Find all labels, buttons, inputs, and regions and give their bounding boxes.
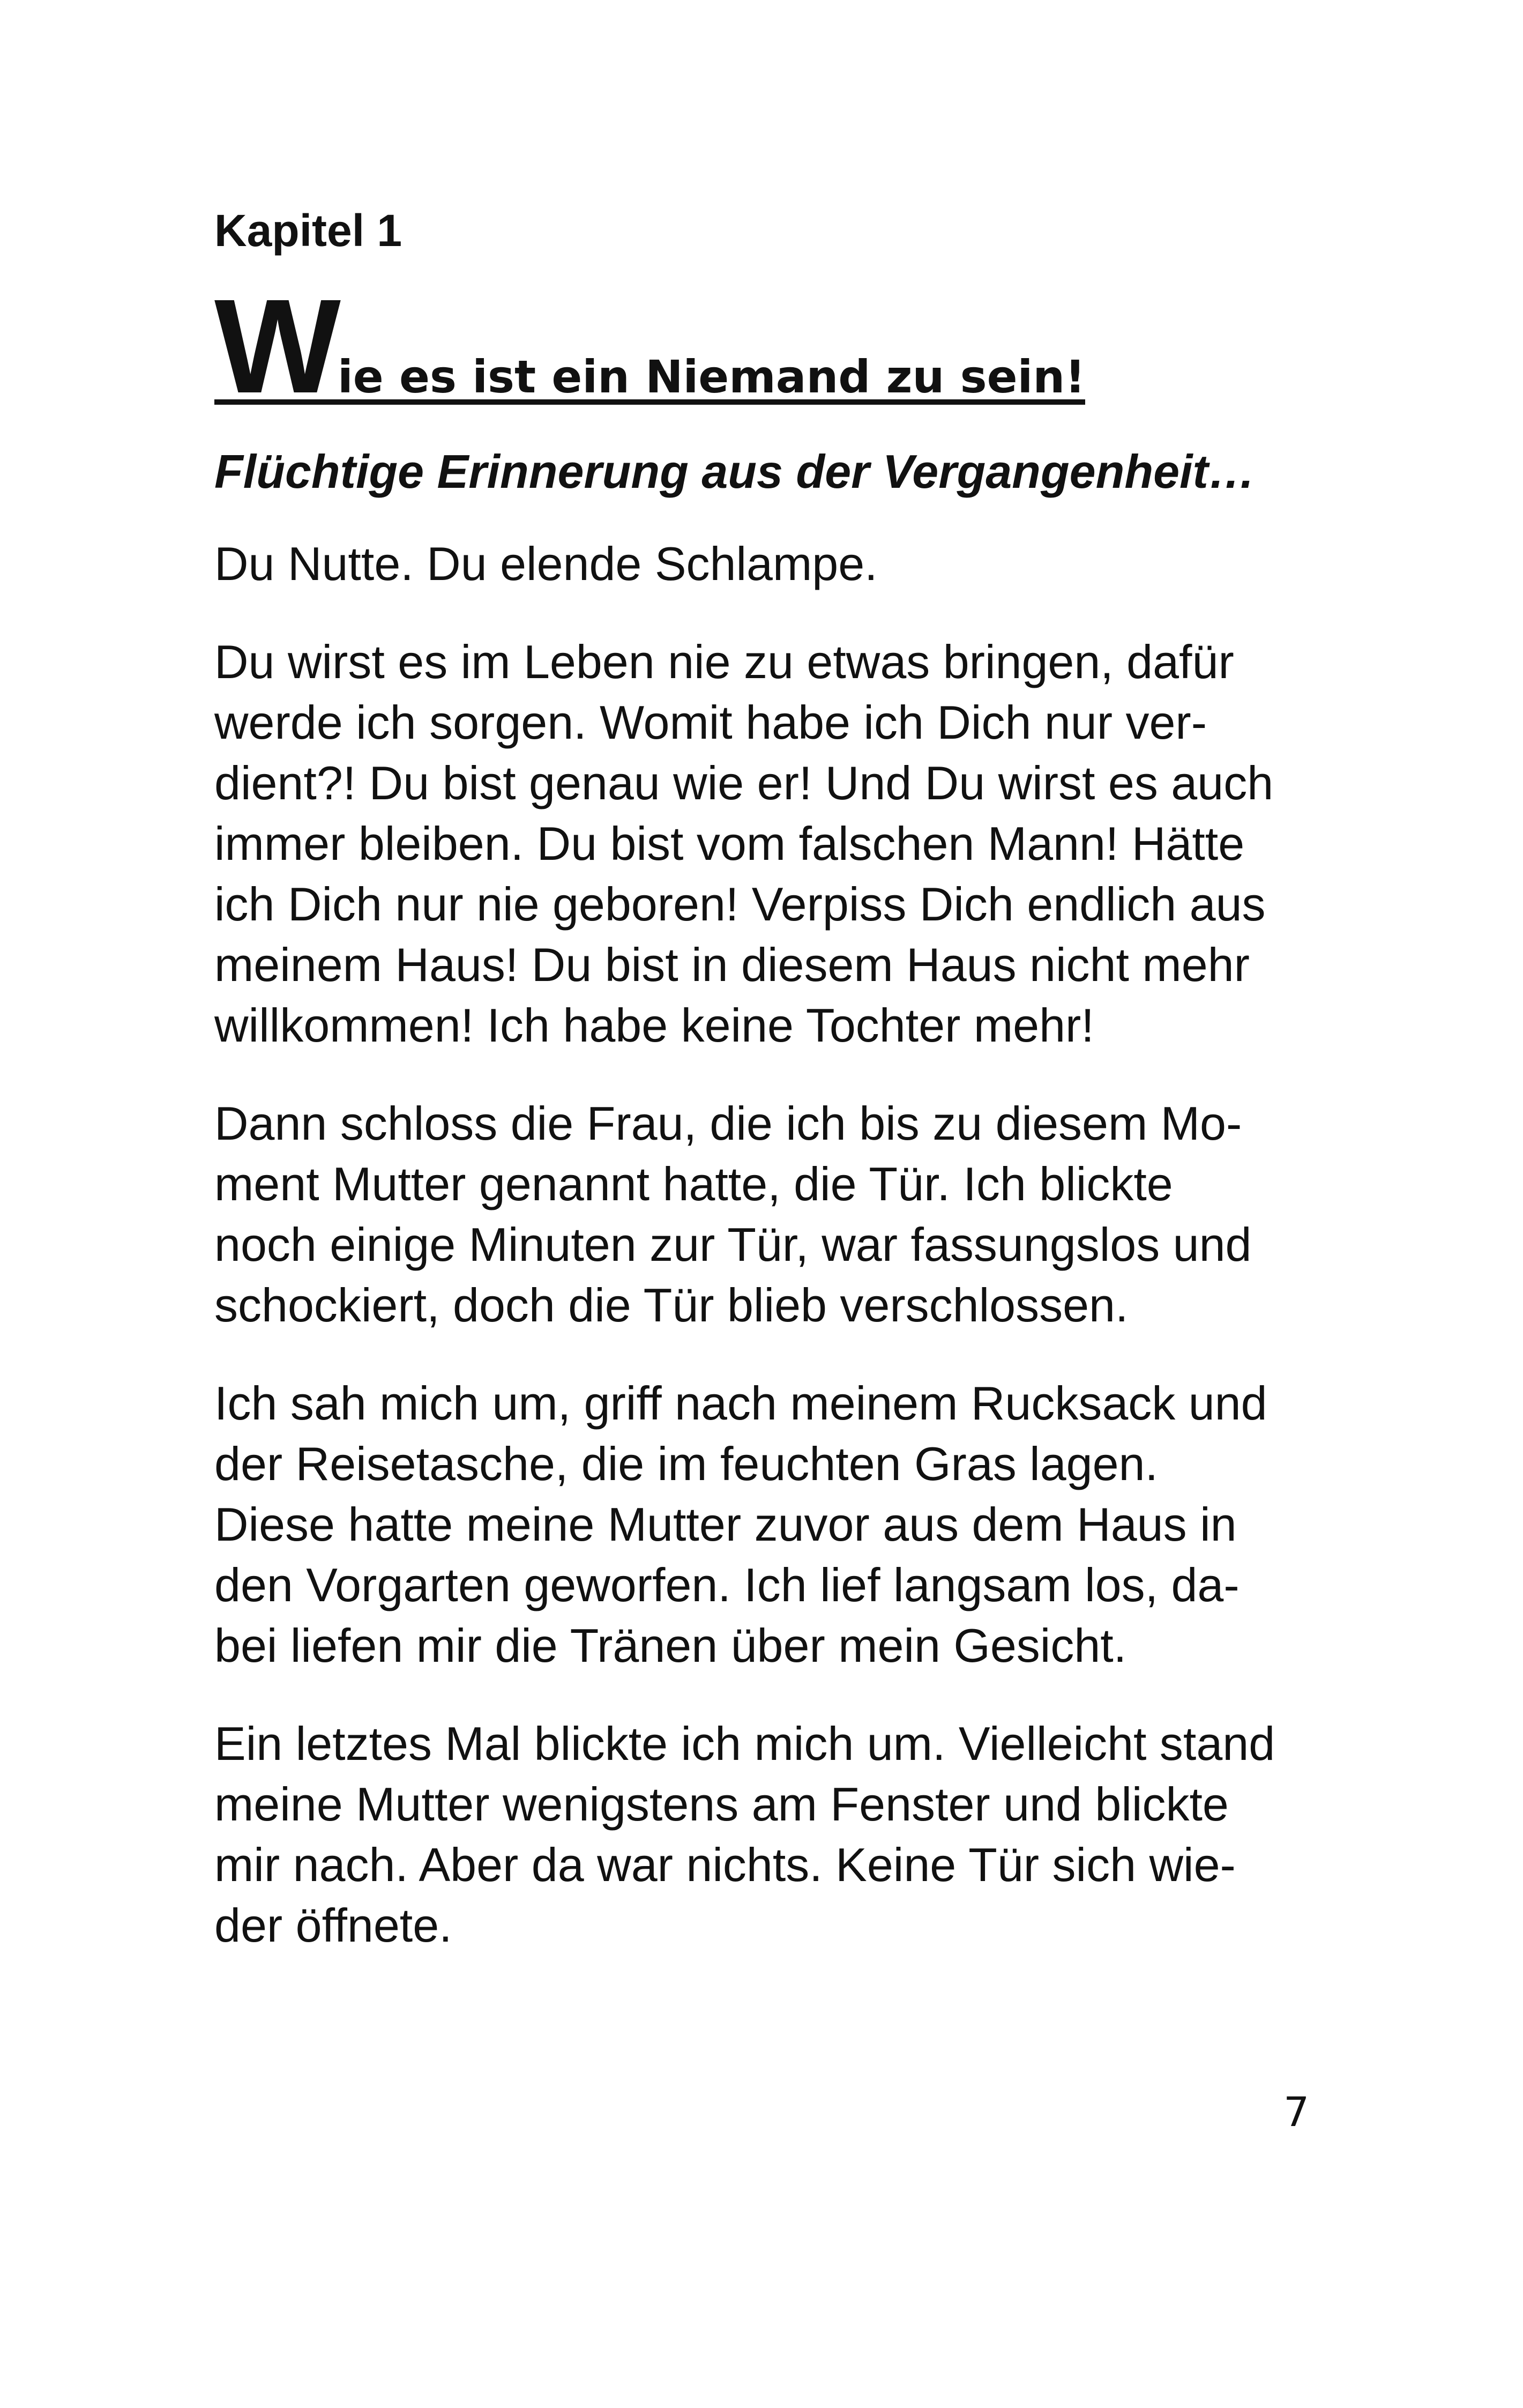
text-line: ment Mutter genannt hatte, die Tür. Ich blickte [214,1157,1173,1210]
text-line: Diese hatte meine Mutter zuvor aus dem Haus in [214,1497,1237,1551]
text-line: Du wirst es im Leben nie zu etwas bringen, dafür [214,635,1234,688]
text-line: dient?! Du bist genau wie er! Und Du wirst es auch [214,756,1274,809]
text-line: mir nach. Aber da war nichts. Keine Tür sich wie- [214,1838,1236,1891]
text-line: bei liefen mir die Tränen über mein Gesicht. [214,1618,1127,1672]
text-line: Dann schloss die Frau, die ich bis zu diesem Mo- [214,1096,1242,1150]
text-line: Ich sah mich um, griff nach meinem Rucksack und [214,1376,1267,1430]
text-line: ich Dich nur nie geboren! Verpiss Dich endlich aus [214,877,1266,931]
text-line: werde ich sorgen. Womit habe ich Dich nur ver- [214,695,1207,749]
paragraph [214,533,1329,594]
text-line: Du Nutte. Du elende Schlampe. [214,537,878,590]
text-line: der Reisetasche, die im feuchten Gras lagen. [214,1437,1158,1490]
title-drop-cap: W [214,271,338,421]
page-number: 7 [1283,2088,1310,2136]
title-text: ie es ist ein Niemand zu sein! [337,350,1086,403]
book-page [214,204,1329,1993]
paragraph [214,1373,1329,1676]
text-line: immer bleiben. Du bist vom falschen Mann! Hätte [214,816,1245,870]
text-line: Ein letztes Mal blickte ich mich um. Vielleicht stand [214,1716,1275,1770]
chapter-label: Kapitel 1 [214,205,402,256]
text-line: meine Mutter wenigstens am Fenster und blickte [214,1777,1229,1831]
chapter-title [214,271,1086,421]
text-line: willkommen! Ich habe keine Tochter mehr! [214,998,1094,1052]
paragraph [214,1093,1329,1335]
text-line: noch einige Minuten zur Tür, war fassungslos und [214,1217,1252,1271]
section-subtitle: Flüchtige Erinnerung aus der Vergangenheit… [214,444,1256,498]
paragraph [214,631,1329,1056]
text-line: meinem Haus! Du bist in diesem Haus nicht mehr [214,938,1250,991]
text-line: den Vorgarten geworfen. Ich lief langsam los, da- [214,1558,1240,1611]
text-line: schockiert, doch die Tür blieb verschlossen. [214,1278,1129,1332]
paragraph [214,1713,1329,1956]
text-line: der öffnete. [214,1898,452,1952]
